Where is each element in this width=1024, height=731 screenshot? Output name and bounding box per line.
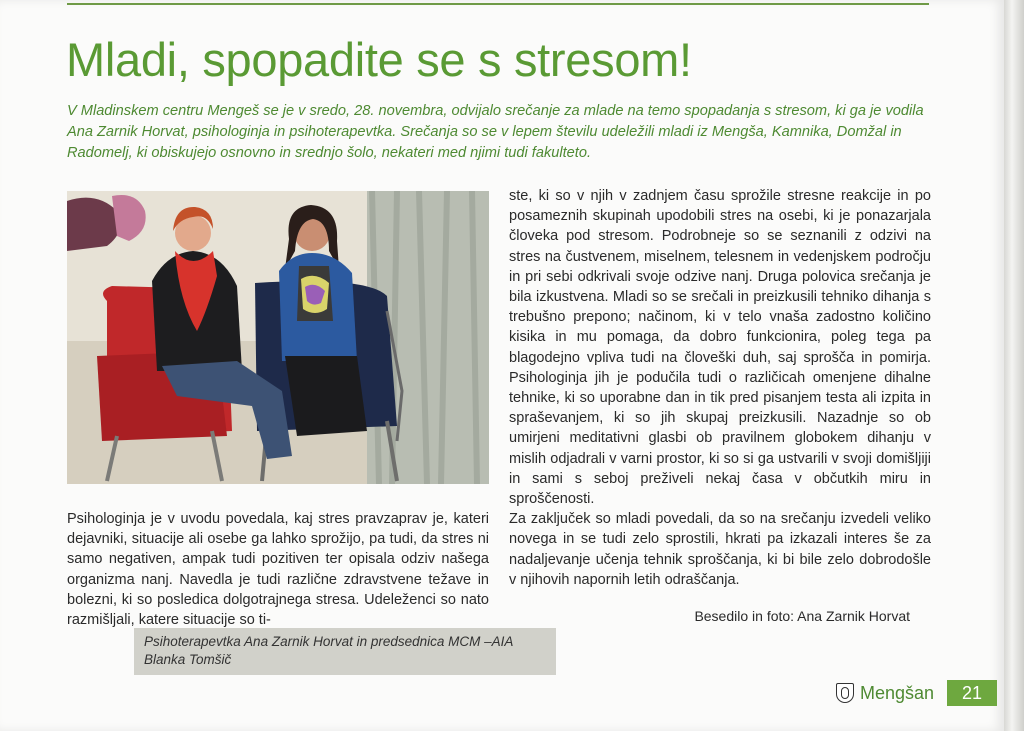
column-left xyxy=(67,509,489,630)
column-right xyxy=(509,186,931,590)
photo-credit: Besedilo in foto: Ana Zarnik Horvat xyxy=(694,608,910,624)
photo-illustration xyxy=(67,191,489,484)
body-paragraph-1-continued: ste, ki so v njih v zadnjem času sprožile stresne reakcije in po posameznih skupinah upodobili stres na osebi, ki je ponazarjala človeka pod stresom. Podrobneje so se seznanili z odzivi na stres na čustvenem, miselnem, telesnem in vedenjskem področju in pri sebi odkrivali svoje odzive nanj. Druga polovica srečanja je bila izkustvena. Mladi so se srečali in preizkusili tehniko dihanja s trebušno prepono; načinom, ki v telo vnaša zadostno količino kisika in mu pomaga, da dobro funkcionira, poleg tega pa blagodejno vpliva tudi na človeški duh, saj sprošča in pomirja. Psihologinja jih je podučila tudi o različicah omenjene dihalne tehnike, ki so uporabne dan in tik pred pisanjem testa ali izpita in spraševanjem, ki so jih skupaj preizkusili. Nazadnje so ob umirjeni meditativni glasbi ob pravilnem globokem dihanju v mislih odjadrali v varni prostor, ki so si ga ustvarili v svoji domišljiji in sami s seboj preživeli nekaj časa v občutkih miru in sproščenosti. xyxy=(509,188,931,508)
body-paragraph-2: Za zaključek so mladi povedali, da so na srečanju izvedeli veliko novega in se tudi zelo sprostili, hkrati pa izkazali interes še za nadaljevanje učenja tehnik sproščanja, ki bi bile zelo dobrodošle v njihovih napornih letih odraščanja. xyxy=(509,511,931,588)
photo-caption: Psihoterapevtka Ana Zarnik Horvat in predsednica MCM –AIA Blanka Tomšič xyxy=(134,628,556,675)
crest-icon xyxy=(836,683,854,703)
body-paragraph-1-start: Psihologinja je v uvodu povedala, kaj stres pravzaprav je, kateri dejavniki, situacije ali osebe ga lahko sprožijo, pa tudi, da stres ni samo negativen, ampak tudi pozitiven ter opisala odziv našega organizma nanj. Navedla je tudi različne zdravstvene težave in bolezni, ki so posledica dolgotrajnega stresa. Udeleženci so nato razmišljali, katere situacije so ti- xyxy=(67,511,489,629)
top-rule xyxy=(67,3,929,5)
page-number: 21 xyxy=(947,680,997,706)
article-title: Mladi, spopadite se s stresom! xyxy=(66,33,692,86)
publication-name: Mengšan xyxy=(860,682,935,703)
book-spine xyxy=(1004,0,1024,731)
article-lead: V Mladinskem centru Mengeš se je v sredo, 28. novembra, odvijalo srečanje za mlade na temo spopadanja s stresom, ki ga je vodila Ana Zarnik Horvat, psihologinja in psihoterapevtka. Srečanja so se v lepem številu udeležili mladi iz Mengša, Kamnika, Domžal in Radomelj, ki obiskujejo osnovno in srednjo šolo, nekateri med njimi tudi fakulteto. xyxy=(67,103,924,161)
footer-brand xyxy=(836,681,934,705)
